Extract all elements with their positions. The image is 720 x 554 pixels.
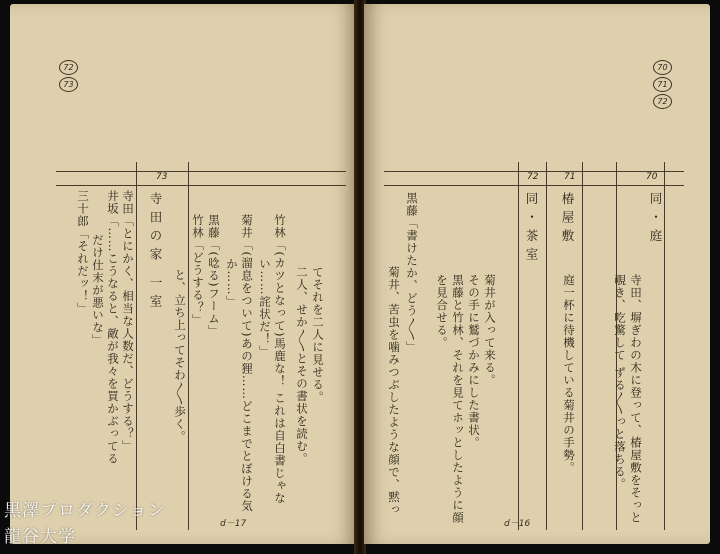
script-line: 竹林「(カツとなって)馬鹿な！ これは自白書じゃな — [273, 214, 287, 505]
script-line: 菊井「(溜息をついて)あの狸……どこまでとぼける気 — [240, 214, 254, 513]
scene-number: 70 — [646, 172, 658, 182]
scene-heading: 同・茶室 — [524, 192, 539, 266]
scene-heading: 寺田の家 一室 — [148, 192, 163, 313]
column-rule — [664, 162, 665, 530]
header-rule — [384, 185, 684, 186]
script-line: 黒藤と竹林、それを見てホッとしたように顔 — [451, 274, 465, 524]
script-line: その手に鷲づかみにした書状。 — [467, 274, 481, 449]
script-line: 菊井が入って来る。 — [483, 274, 497, 387]
script-line: だけ仕末が悪いな」 — [91, 234, 105, 347]
script-line: てそれを二人に見せる。 — [311, 266, 325, 404]
script-line: 菊井、苦虫を噛みつぶしたような顔で、黙っ — [387, 266, 401, 516]
script-line: 黒藤「(唸る)フーム」 — [207, 214, 221, 338]
column-rule — [582, 162, 583, 530]
watermark-line: 黒澤プロダクション — [4, 501, 166, 521]
script-line: 庭一杯に待機している菊井の手勢。 — [562, 274, 576, 474]
page-number: d－16 — [504, 519, 531, 529]
margin-scene-number: 72 — [59, 60, 78, 75]
page-number: d－17 — [220, 519, 247, 529]
margin-scene-number: 71 — [653, 77, 672, 92]
script-line: を見合せる。 — [435, 274, 449, 349]
header-rule — [56, 171, 346, 172]
script-line: 寺田、塀ぎわの木に登って、椿屋敷をそっと — [629, 274, 643, 524]
header-rule — [56, 185, 346, 186]
column-rule — [188, 162, 189, 530]
margin-scene-number: 72 — [653, 94, 672, 109]
script-line: 寺田「とにかく、相当な人数だ、どうする？」 — [121, 190, 135, 453]
script-line: か……」 — [225, 258, 239, 308]
margin-scene-number: 73 — [59, 77, 78, 92]
right-page — [364, 4, 710, 544]
script-line: と、立ち上ってそわ〳〵歩く。 — [173, 269, 187, 443]
script-line: 二人、せか〳〵とその書状を読む。 — [295, 266, 309, 465]
script-line: 黒藤「書けたか、どう〳〵」 — [405, 192, 419, 354]
scene-heading: 椿屋敷 — [560, 192, 575, 248]
script-line: 竹林「どうする？」 — [191, 214, 205, 327]
script-line: 三十郎「それだッ！」 — [76, 190, 90, 315]
scene-number: 71 — [564, 172, 576, 182]
script-line: い……詫状だ！」 — [258, 258, 272, 358]
column-rule — [518, 162, 519, 530]
watermark-line: 龍谷大学 — [4, 527, 76, 547]
column-rule — [546, 162, 547, 530]
header-scene-number: 73 — [156, 172, 168, 182]
script-line: 井坂「……こうなると、敵が我々を買かぶってる — [106, 190, 120, 465]
scene-number: 72 — [527, 172, 539, 182]
margin-scene-number: 70 — [653, 60, 672, 75]
scene-heading: 同・庭 — [648, 192, 663, 248]
left-page — [10, 4, 356, 544]
script-line: 覗き、吃驚して ずる〳〵っと落ちる。 — [613, 274, 627, 491]
column-rule — [136, 162, 137, 530]
